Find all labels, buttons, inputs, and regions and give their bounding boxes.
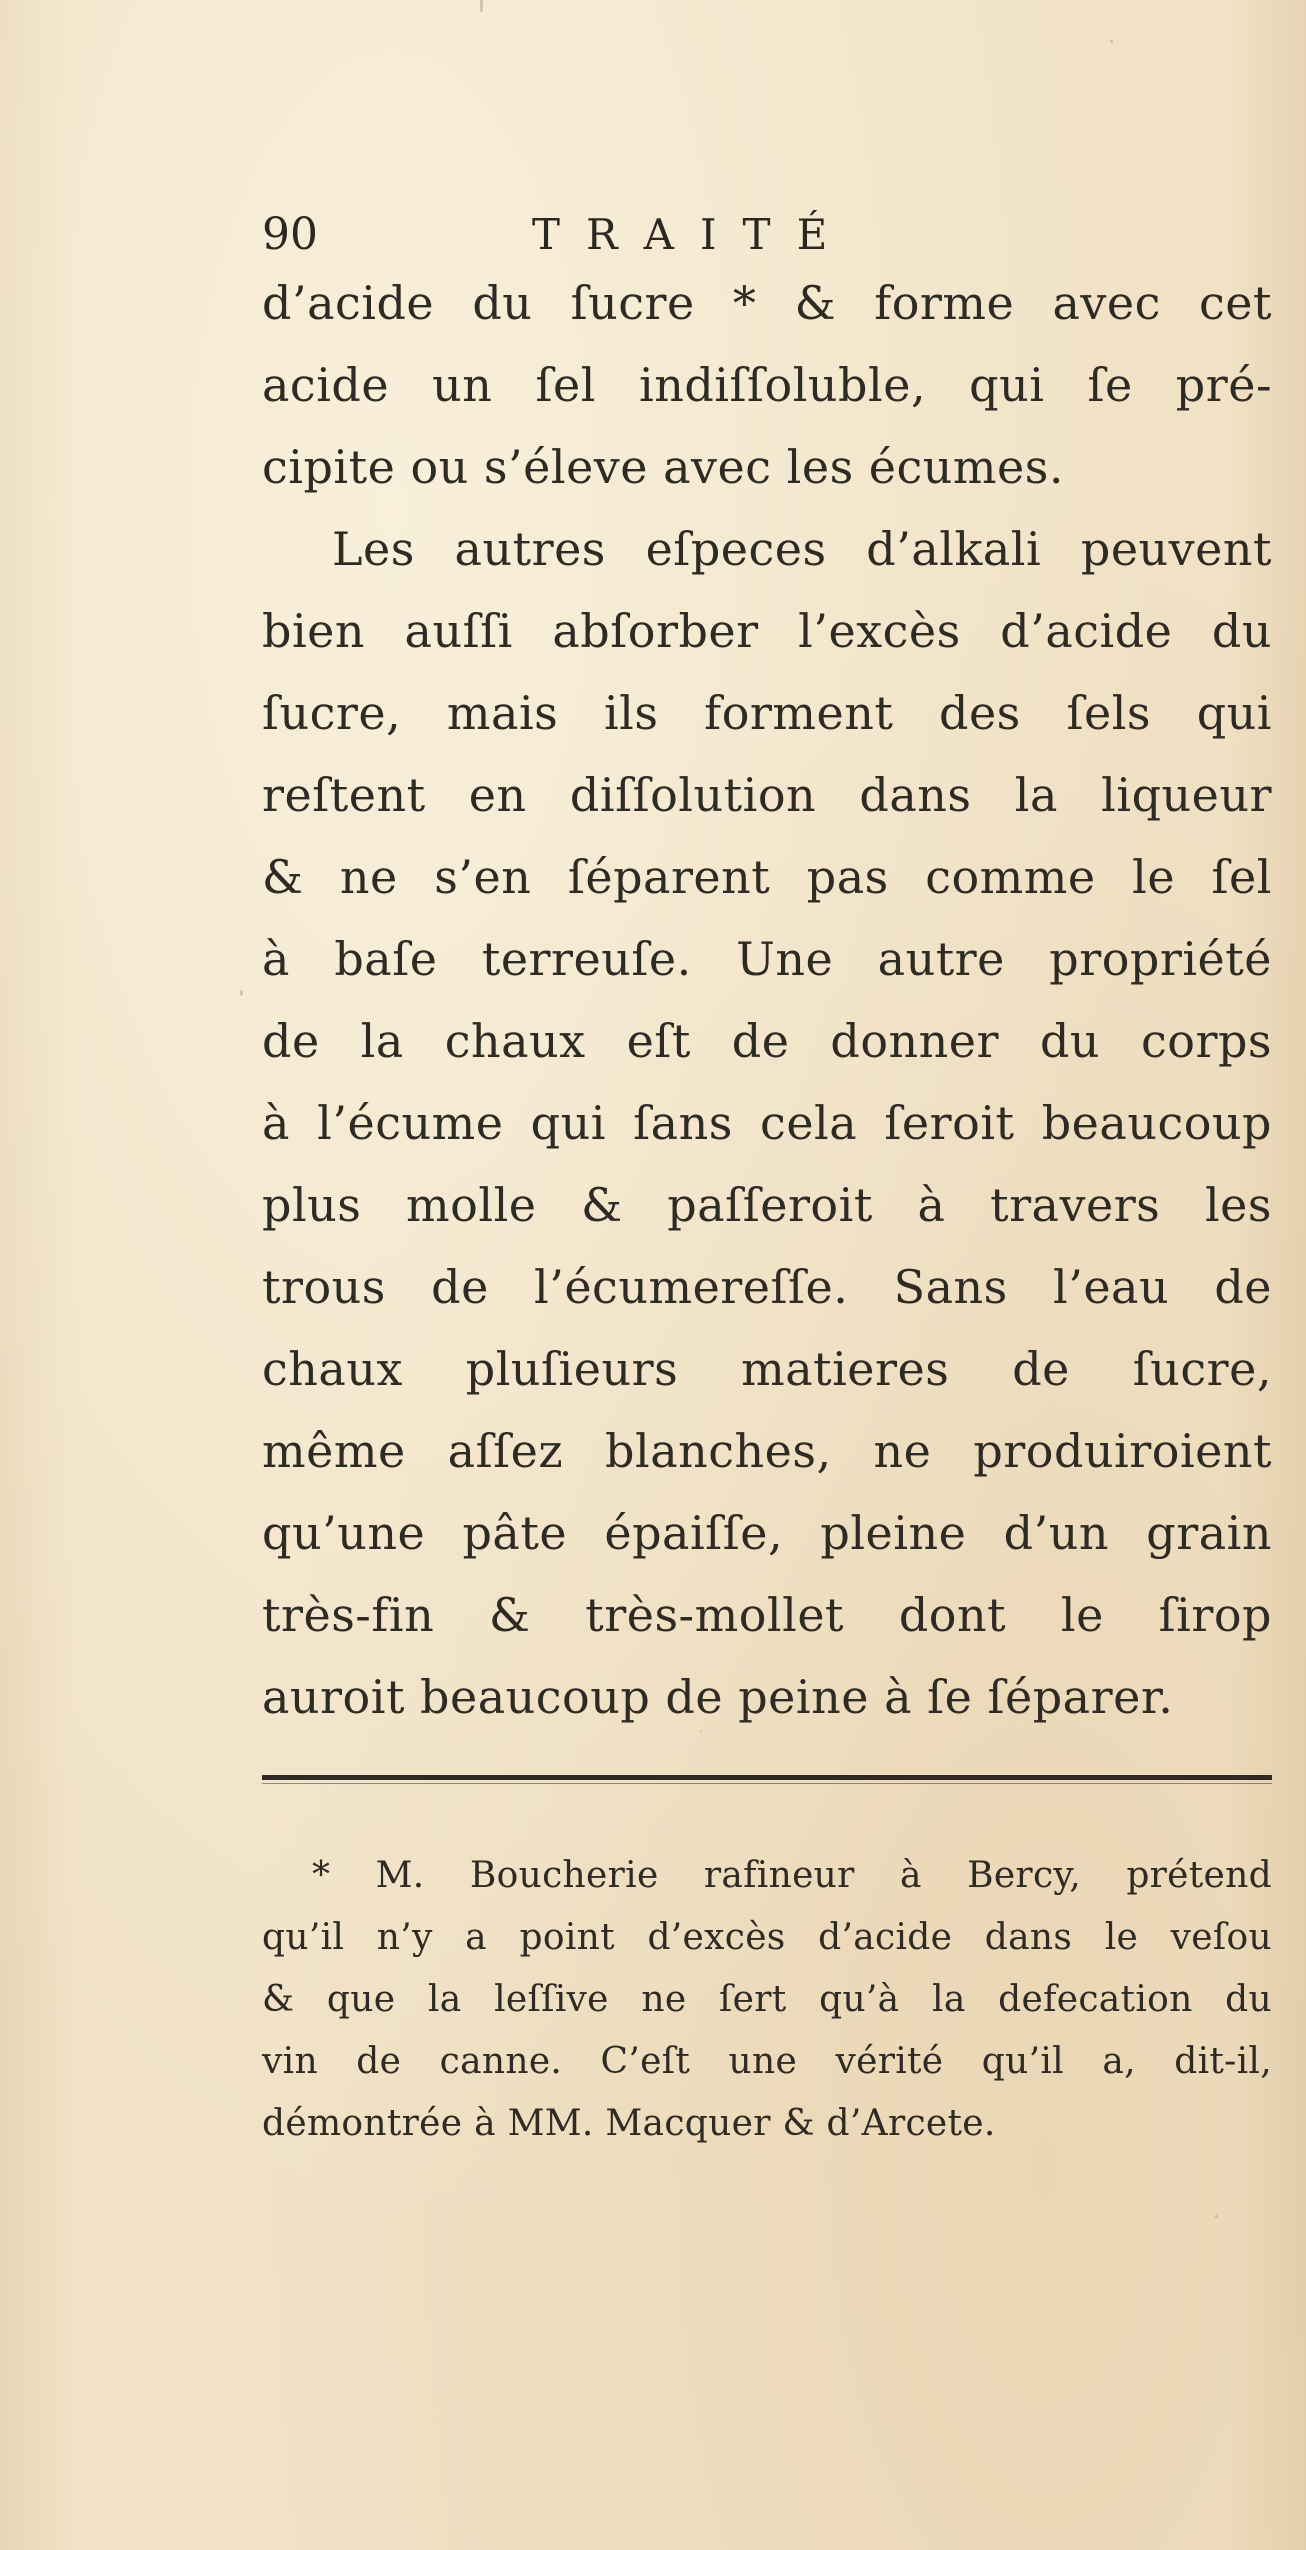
- paper-mark: [480, 0, 483, 12]
- paper-speck: [1110, 40, 1113, 43]
- footnote-line: & que la leſſive ne ſert qu’à la defecation du: [262, 1979, 1272, 2020]
- running-title: TRAITÉ: [532, 210, 854, 259]
- text-line: qu’une pâte épaiſſe, pleine d’un grain: [262, 1506, 1272, 1560]
- text-line: acide un ſel indiſſoluble, qui ſe pré-: [262, 358, 1272, 412]
- text-line: d’acide du ſucre * & forme avec cet: [262, 276, 1272, 330]
- page-number: 90: [262, 209, 318, 260]
- text-line: très-fin & très-mollet dont le ſirop: [262, 1588, 1272, 1642]
- footnote-line: démontrée à MM. Macquer & d’Arcete.: [262, 2103, 996, 2144]
- text-line: auroit beaucoup de peine à ſe ſéparer.: [262, 1670, 1174, 1724]
- footnote-line: vin de canne. C’eſt une vérité qu’il a, dit-il,: [262, 2041, 1272, 2082]
- footnote-rule-shadow: [262, 1783, 1272, 1784]
- text-line: à l’écume qui ſans cela ſeroit beaucoup: [262, 1096, 1272, 1150]
- text-line: reſtent en diſſolution dans la liqueur: [262, 768, 1272, 822]
- text-line: plus molle & paſſeroit à travers les: [262, 1178, 1272, 1232]
- text-line: cipite ou s’éleve avec les écumes.: [262, 440, 1064, 494]
- main-text: [262, 262, 1272, 1738]
- footnote-line: * M. Boucherie rafineur à Bercy, prétend: [312, 1855, 1272, 1896]
- footnote: [262, 1845, 1272, 2155]
- text-line: à baſe terreuſe. Une autre propriété: [262, 932, 1272, 986]
- footnote-rule: [262, 1775, 1272, 1780]
- text-line: de la chaux eſt de donner du corps: [262, 1014, 1272, 1068]
- text-line: bien auſſi abſorber l’excès d’acide du: [262, 604, 1272, 658]
- footnote-line: qu’il n’y a point d’excès d’acide dans le veſou: [262, 1917, 1272, 1958]
- text-line: chaux pluſieurs matieres de ſucre,: [262, 1342, 1272, 1396]
- text-line: Les autres eſpeces d’alkali peuvent: [332, 522, 1272, 576]
- text-line: même aſſez blanches, ne produiroient: [262, 1424, 1272, 1478]
- text-line: trous de l’écumereſſe. Sans l’eau de: [262, 1260, 1272, 1314]
- text-line: & ne s’en ſéparent pas comme le ſel: [262, 850, 1272, 904]
- paper-speck: [1215, 2215, 1218, 2218]
- paper-speck: [240, 990, 243, 996]
- text-line: ſucre, mais ils forment des ſels qui: [262, 686, 1272, 740]
- running-head: [262, 200, 1262, 270]
